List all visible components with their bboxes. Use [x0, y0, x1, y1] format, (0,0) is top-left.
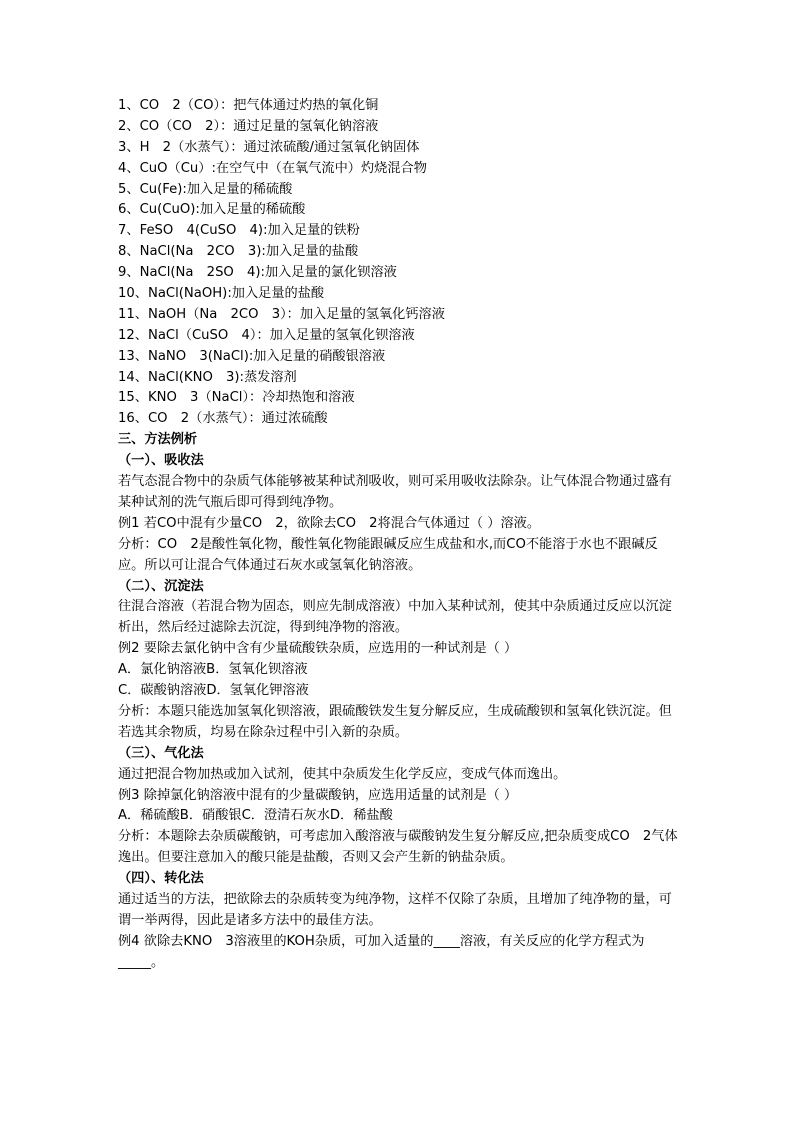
gasification-method-section [118, 744, 684, 869]
conversion-method-section [118, 869, 684, 974]
method-intro: 通过适当的方法，把欲除去的杂质转变为纯净物，这样不仅除了杂质，且增加了纯净物的量，可谓一举两得，因此是诸多方法中的最佳方法。 [118, 892, 672, 928]
section-title: 三、方法例析 [118, 432, 198, 448]
example-question: 例2 要除去氯化钠中含有少量硫酸铁杂质，应选用的一种试剂是（ ） [118, 641, 518, 657]
document-body [118, 96, 684, 974]
method-intro: 往混合溶液（若混合物为固态，则应先制成溶液）中加入某种试剂，使其中杂质通过反应以沉淀析出，然后经过滤除去沉淀，得到纯净物的溶液。 [118, 599, 672, 636]
list-item: 4、CuO（Cu）:在空气中（在氧气流中）灼烧混合物 [118, 160, 427, 176]
method-intro: 通过把混合物加热或加入试剂，使其中杂质发生化学反应，变成气体而逸出。 [118, 766, 567, 782]
example-question: 例4 欲除去KNO 3溶液里的KOH杂质，可加入适量的____溶液，有关反应的化学方程式为_____。 [118, 933, 645, 970]
precipitation-method-section [118, 577, 684, 744]
list-item: 2、CO（CO 2）：通过足量的氢氧化钠溶液 [118, 118, 379, 134]
method-heading: （三）、气化法 [118, 745, 204, 761]
analysis-paragraph: 分析：CO 2是酸性氧化物，酸性氧化物能跟碱反应生成盐和水,而CO不能溶于水也不跟碱反应。所以可让混合气体通过石灰水或氢氧化钠溶液。 [118, 536, 658, 573]
answer-options: A．稀硫酸B．硝酸银C．澄清石灰水D．稀盐酸 [118, 808, 393, 824]
list-item: 5、Cu(Fe):加入足量的稀硫酸 [118, 181, 293, 197]
method-heading: （二）、沉淀法 [118, 578, 204, 594]
list-item: 9、NaCl(Na 2SO 4):加入足量的氯化钡溶液 [118, 265, 397, 281]
method-intro: 若气态混合物中的杂质气体能够被某种试剂吸收，则可采用吸收法除杂。让气体混合物通过盛有某种试剂的洗气瓶后即可得到纯净物。 [118, 474, 672, 510]
list-item: 12、NaCl（CuSO 4）：加入足量的氢氧化钡溶液 [118, 327, 415, 343]
answer-options: A．氯化钠溶液B．氢氧化钡溶液 [118, 662, 308, 678]
analysis-paragraph: 分析：本题只能选加氢氧化钡溶液，跟硫酸铁发生复分解反应，生成硫酸钡和氢氧化铁沉淀。但若选其余物质，均易在除杂过程中引入新的杂质。 [118, 703, 672, 740]
analysis-paragraph: 分析：本题除去杂质碳酸钠，可考虑加入酸溶液与碳酸钠发生复分解反应,把杂质变成CO 2气体逸出。但要注意加入的酸只能是盐酸，否则又会产生新的钠盐杂质。 [118, 829, 678, 866]
method-heading: （一）、吸收法 [118, 453, 204, 469]
list-item: 7、FeSO 4(CuSO 4):加入足量的铁粉 [118, 223, 360, 239]
example-question: 例3 除掉氯化钠溶液中混有的少量碳酸钠，应选用适量的试剂是（ ） [118, 787, 518, 803]
list-item: 15、KNO 3（NaCl）：冷却热饱和溶液 [118, 390, 355, 406]
list-item: 13、NaNO 3(NaCl):加入足量的硝酸银溶液 [118, 348, 386, 364]
list-item: 8、NaCl(Na 2CO 3):加入足量的盐酸 [118, 244, 359, 260]
method-heading: （四）、转化法 [118, 871, 204, 887]
list-item: 14、NaCl(KNO 3):蒸发溶剂 [118, 369, 297, 385]
example-question: 例1 若CO中混有少量CO 2，欲除去CO 2将混合气体通过（ ）溶液。 [118, 515, 541, 531]
list-item: 16、CO 2（水蒸气）：通过浓硫酸 [118, 411, 328, 427]
list-item: 10、NaCl(NaOH):加入足量的盐酸 [118, 286, 325, 302]
list-item: 3、H 2（水蒸气）：通过浓硫酸/通过氢氧化钠固体 [118, 139, 420, 155]
list-item: 6、Cu(CuO):加入足量的稀硫酸 [118, 202, 306, 218]
absorption-method-section [118, 451, 684, 576]
list-item: 1、CO 2（CO）：把气体通过灼热的氧化铜 [118, 98, 379, 113]
impurity-removal-list [118, 96, 684, 430]
answer-options: C．碳酸钠溶液D．氢氧化钾溶液 [118, 683, 309, 699]
list-item: 11、NaOH（Na 2CO 3）：加入足量的氢氧化钙溶液 [118, 306, 445, 322]
